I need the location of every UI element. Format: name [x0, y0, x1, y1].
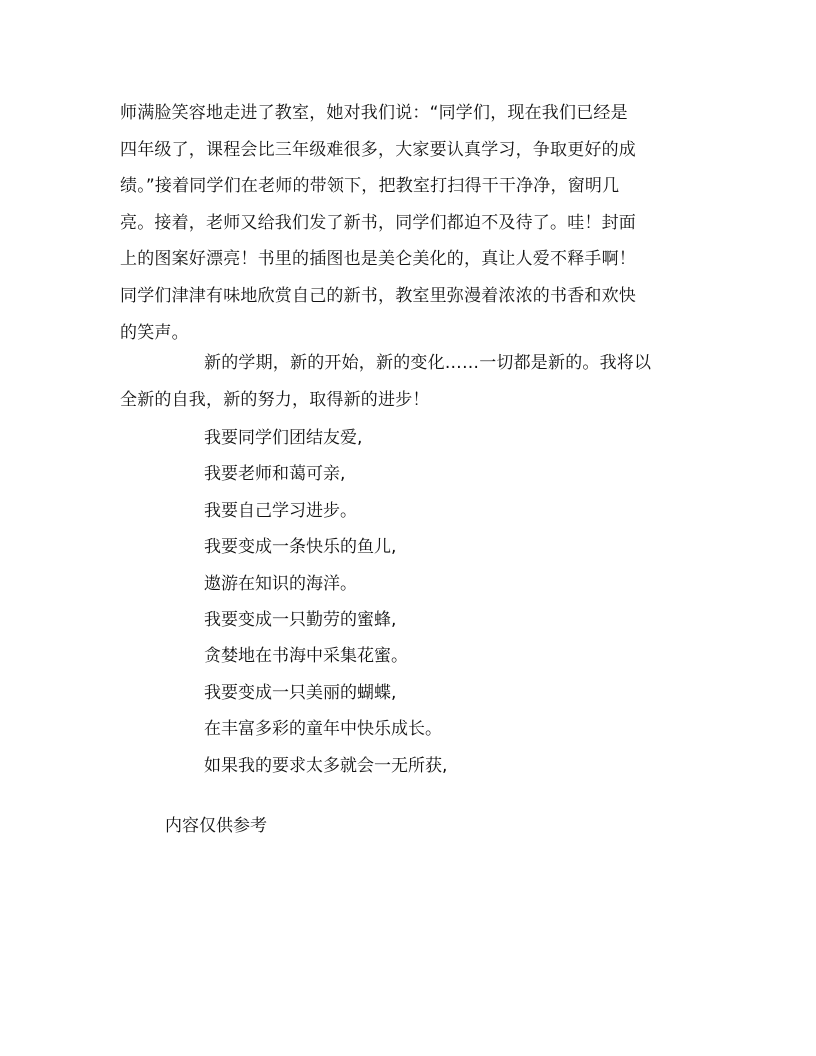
paragraph-line: 四年级了，课程会比三年级难很多，大家要认真学习，争取更好的成 [120, 139, 636, 160]
paragraph-line: 的笑声。 [120, 322, 189, 343]
poem-line: 我要自己学习进步。 [204, 500, 357, 521]
paragraph-line: 亮。接着，老师又给我们发了新书，同学们都迫不及待了。哇！封面 [120, 212, 636, 233]
poem-line: 我要变成一只美丽的蝴蝶, [204, 682, 397, 703]
paragraph-line: 上的图案好漂亮！书里的插图也是美仑美化的，真让人爱不释手啊！ [120, 249, 636, 270]
paragraph-2 [120, 345, 651, 418]
paragraph-line: 全新的自我，新的努力，取得新的进步！ [120, 389, 430, 410]
poem-line: 遨游在知识的海洋。 [204, 573, 357, 594]
poem-line: 我要变成一条快乐的鱼儿, [204, 537, 397, 558]
poem-line: 我要变成一只勤劳的蜜蜂, [204, 609, 397, 630]
paragraph-line: 绩。”接着同学们在老师的带领下，把教室打扫得干干净净，窗明几 [120, 176, 620, 197]
poem-line: 贪婪地在书海中采集花蜜。 [204, 646, 408, 667]
poem-block [204, 420, 447, 784]
paragraph-1 [120, 95, 636, 351]
footer-note: 内容仅供参考 [165, 816, 267, 836]
paragraph-line: 同学们津津有味地欣赏自己的新书，教室里弥漫着浓浓的书香和欢快 [120, 285, 636, 306]
poem-line: 如果我的要求太多就会一无所获, [204, 755, 448, 776]
paragraph-line: 师满脸笑容地走进了教室，她对我们说：“同学们，现在我们已经是 [120, 103, 628, 123]
poem-line: 我要老师和蔼可亲, [204, 464, 346, 485]
poem-line: 我要同学们团结友爱, [204, 428, 363, 448]
poem-line: 在丰富多彩的童年中快乐成长。 [204, 719, 442, 740]
paragraph-line: 新的学期，新的开始，新的变化……一切都是新的。我将以 [204, 353, 652, 373]
